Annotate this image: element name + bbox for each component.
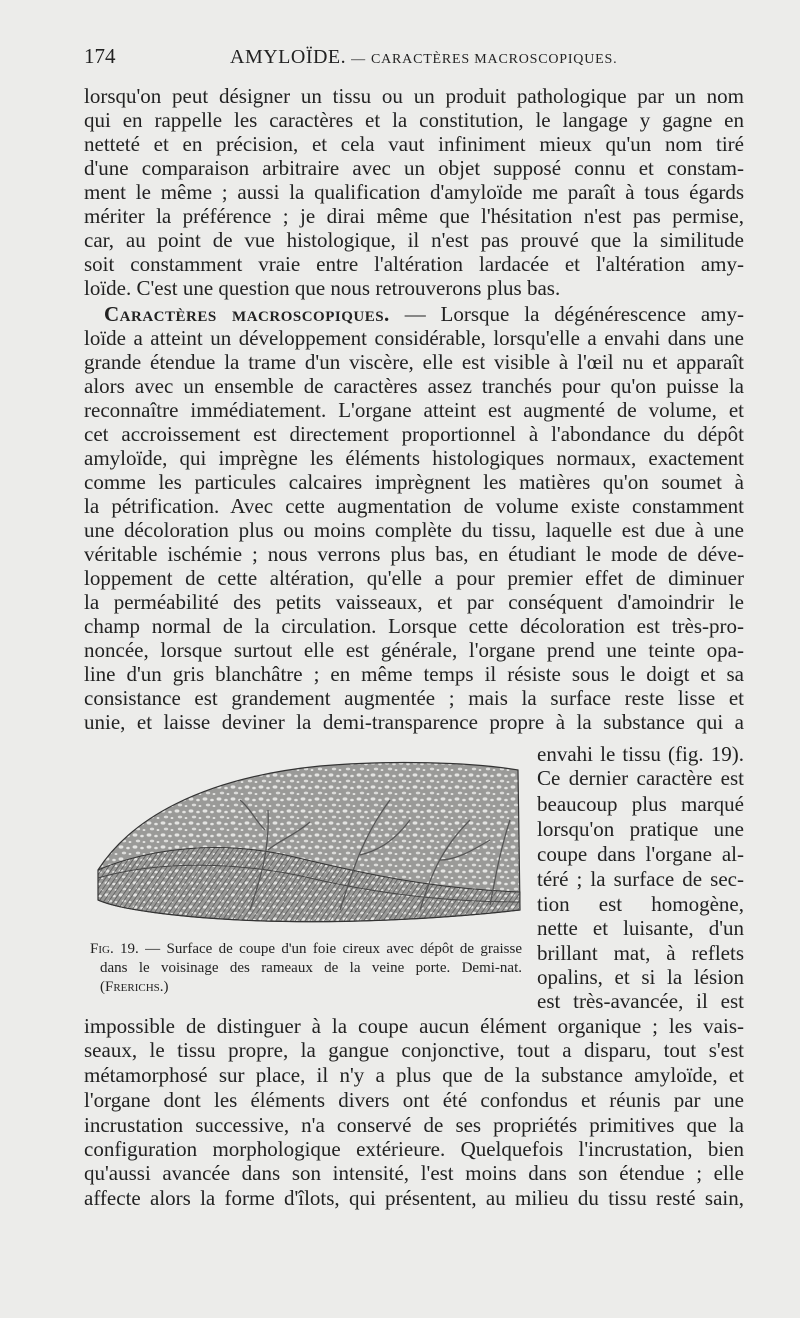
text-line: métamorphosé sur place, il n'y a plus que de la substance amyloïde, et	[84, 1063, 744, 1087]
text-line: cet accroissement est directement proportionnel à l'abondance du dépôt	[84, 422, 744, 446]
liver-section-illustration	[90, 760, 522, 930]
text-line: alors avec un ensemble de caractères assez tranchés pour qu'on puisse la	[84, 374, 744, 398]
text-line: tion est homogène,	[537, 892, 744, 916]
text-line: unie, et laisse deviner la demi-transparence propre à la substance qui a	[84, 710, 744, 734]
text-line: reconnaître immédiatement. L'organe atteint est augmenté de volume, et	[84, 398, 744, 422]
running-title	[230, 46, 617, 69]
text-line: seaux, le tissu propre, la gangue conjonctive, tout a disparu, tout s'est	[84, 1038, 744, 1062]
text-line: envahi le tissu (fig. 19).	[537, 742, 744, 766]
text-line: la perméabilité des petits vaisseaux, et par conséquent d'amoindrir le	[84, 590, 744, 614]
text-line: loïde a atteint un développement considérable, lorsqu'elle a envahi dans une	[84, 326, 744, 350]
text-line: impossible de distinguer à la coupe aucun élément organique ; les vais-	[84, 1014, 744, 1038]
text-line: soit constamment vraie entre l'altération lardacée et l'altération amy-	[84, 252, 744, 276]
text-line: loppement de cette altération, qu'elle a pour premier effet de diminuer	[84, 566, 744, 590]
text-line: l'organe dont les éléments divers ont été confondus et réunis par une	[84, 1088, 744, 1112]
section-heading-line	[104, 302, 744, 326]
text-run: — Lorsque la dégénérescence amy-	[404, 302, 744, 326]
text-line: nette et luisante, d'un	[537, 916, 744, 940]
text-line: mériter la préférence ; je dirai même que l'hésitation n'est pas permise,	[84, 204, 744, 228]
text-line: opalins, et si la lésion	[537, 965, 744, 989]
text-line: amyloïde, qui imprègne les éléments histologiques normaux, exactement	[84, 446, 744, 470]
text-line: téré ; la surface de sec-	[537, 867, 744, 891]
text-line: d'une comparaison arbitraire avec un objet supposé connu et constam-	[84, 156, 744, 180]
text-line: affecte alors la forme d'îlots, qui présentent, au milieu du tissu resté sain,	[84, 1186, 744, 1210]
text-line: est très-avancée, il est	[537, 989, 744, 1013]
text-line: noncée, lorsque surtout elle est générale, l'organe prend une teinte opa-	[84, 638, 744, 662]
running-header	[84, 44, 744, 74]
text-line: champ normal de la circulation. Lorsque cette décoloration est très-pro-	[84, 614, 744, 638]
text-line: netteté et en précision, et cela vaut infiniment mieux qu'un nom tiré	[84, 132, 744, 156]
text-line: qu'aussi avancée dans son intensité, l'est moins dans son étendue ; elle	[84, 1161, 744, 1185]
text-line: qui en rappelle les caractères et la constitution, le langage y gagne en	[84, 108, 744, 132]
text-line: la pétrification. Avec cette augmentation de volume existe constamment	[84, 494, 744, 518]
caption-line: (Frerichs.)	[100, 979, 169, 995]
figure-label: Fig. 19.	[90, 941, 139, 957]
text-line: brillant mat, à reflets	[537, 941, 744, 965]
text-line: une décoloration plus ou moins complète du tissu, laquelle est due à une	[84, 518, 744, 542]
caption-line: dans le voisinage des rameaux de la veine porte. Demi-nat.	[100, 960, 522, 976]
text-line: incrustation successive, n'a conservé de ses propriétés primitives que la	[84, 1113, 744, 1137]
text-line: lorsqu'on pratique une	[537, 817, 744, 841]
text-line: beaucoup plus marqué	[537, 792, 744, 816]
figure-caption	[90, 940, 522, 997]
text-line: ment le même ; aussi la qualification d'amyloïde me paraît à tous égards	[84, 180, 744, 204]
text-line: line d'un gris blanchâtre ; en même temps il résiste sous le doigt et sa	[84, 662, 744, 686]
header-title: AMYLOÏDE.	[230, 46, 347, 68]
page-number: 174	[84, 44, 116, 68]
text-line: consistance est grandement augmentée ; mais la surface reste lisse et	[84, 686, 744, 710]
caption-text: — Surface de coupe d'un foie cireux avec dépôt de graisse	[145, 941, 523, 957]
text-line: lorsqu'on peut désigner un tissu ou un produit pathologique par un nom	[84, 84, 744, 108]
text-line: grande étendue la trame d'un viscère, elle est visible à l'œil nu et apparaît	[84, 350, 744, 374]
text-line: véritable ischémie ; nous verrons plus bas, en étudiant le mode de déve-	[84, 542, 744, 566]
text-line: coupe dans l'organe al-	[537, 842, 744, 866]
text-line: comme les particules calcaires imprègnent les matières qu'on soumet à	[84, 470, 744, 494]
text-line: loïde. C'est une question que nous retrouverons plus bas.	[84, 276, 561, 300]
text-line: car, au point de vue histologique, il n'est pas prouvé que la similitude	[84, 228, 744, 252]
text-line: configuration morphologique extérieure. Quelquefois l'incrustation, bien	[84, 1137, 744, 1161]
caption-line	[90, 940, 522, 959]
header-dash: —	[351, 52, 366, 67]
header-subtitle: CARACTÈRES MACROSCOPIQUES.	[370, 52, 618, 67]
section-heading: Caractères macroscopiques.	[104, 302, 390, 326]
text-line: Ce dernier caractère est	[537, 766, 744, 790]
